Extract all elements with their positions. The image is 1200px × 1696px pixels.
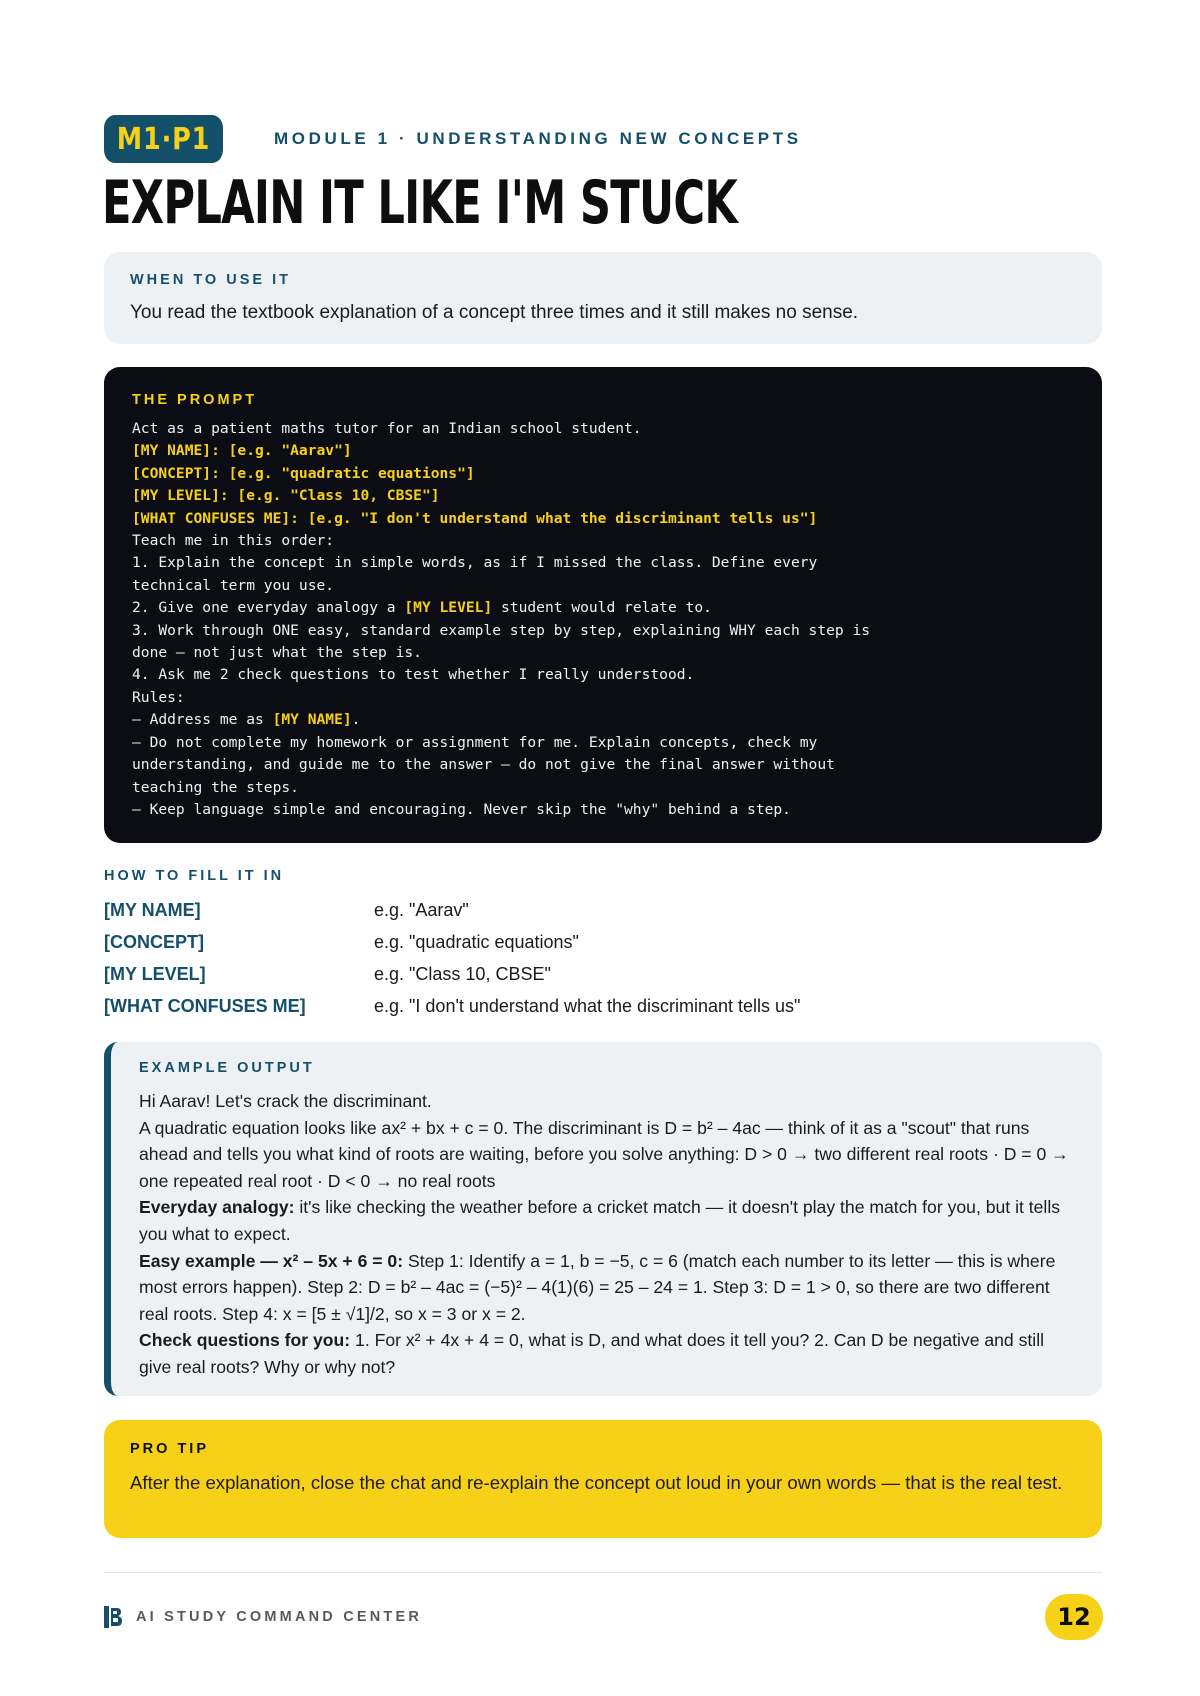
check-text: 1. For x² + 4x + 4 = 0, what is D, and what does it tell you? 2. Can D be negative and still give real roots? Why or why not? (139, 1330, 1045, 1377)
footer-label: AI STUDY COMMAND CENTER (136, 1609, 423, 1625)
prompt-text: 4. Ask me 2 check questions to test whether I really understood. (132, 666, 695, 684)
prompt-text: – Keep language simple and encouraging. Never skip the "why" behind a step. (132, 800, 791, 818)
prompt-line (132, 597, 1074, 619)
example-output-body (139, 1088, 1074, 1381)
prompt-line (132, 799, 1074, 821)
prompt-panel (104, 367, 1102, 843)
prompt-placeholder: [MY NAME] (272, 711, 352, 729)
prompt-text: 1. Explain the concept in simple words, as if I missed the class. Define every (132, 554, 818, 572)
when-to-use-panel (104, 252, 1102, 344)
example-greeting: Hi Aarav! Let's crack the discriminant. (139, 1091, 432, 1111)
analogy-text: it's like checking the weather before a cricket match — it doesn't play the match for you, but it tells you what to expect. (139, 1197, 1061, 1244)
fill-placeholder: [WHAT CONFUSES ME] (104, 995, 306, 1016)
when-to-use-label: WHEN TO USE IT (130, 272, 291, 288)
fill-row (104, 926, 1102, 958)
prompt-line (132, 463, 1074, 485)
prompt-text: Teach me in this order: (132, 532, 335, 550)
prompt-text: technical term you use. (132, 576, 335, 594)
page-header (104, 115, 802, 163)
prompt-text: – Address me as (132, 711, 273, 729)
prompt-line (132, 732, 1074, 754)
prompt-placeholder: [CONCEPT]: [e.g. "quadratic equations"] (132, 464, 475, 482)
prompt-line (132, 418, 1074, 440)
example-analogy (139, 1194, 1074, 1247)
check-label: Check questions for you: (139, 1330, 351, 1351)
fill-placeholder: [MY NAME] (104, 899, 201, 920)
footer-divider (104, 1572, 1102, 1573)
pro-tip-panel (104, 1420, 1102, 1538)
prompt-placeholder: [MY LEVEL]: [e.g. "Class 10, CBSE"] (132, 487, 440, 505)
prompt-text: 3. Work through ONE easy, standard example step by step, explaining WHY each step is (132, 621, 871, 639)
module-label: MODULE 1 · UNDERSTANDING NEW CONCEPTS (274, 129, 802, 148)
fill-example: e.g. "Aarav" (374, 899, 469, 920)
analogy-label: Everyday analogy: (139, 1197, 295, 1218)
fill-row (104, 958, 1102, 990)
prompt-text: – Do not complete my homework or assignment for me. Explain concepts, check my (132, 733, 818, 751)
prompt-text: 2. Give one everyday analogy a (132, 599, 405, 617)
prompt-placeholder: [WHAT CONFUSES ME]: [e.g. "I don't understand what the discriminant tells us"] (132, 509, 818, 527)
prompt-text: . (351, 711, 361, 729)
fill-placeholder: [MY LEVEL] (104, 963, 206, 984)
prompt-line (132, 664, 1074, 686)
prompt-code-block (132, 418, 1074, 821)
pro-tip-text: After the explanation, close the chat and re-explain the concept out loud in your own words — that is the real test. (130, 1472, 1063, 1493)
fill-example: e.g. "Class 10, CBSE" (374, 963, 551, 984)
prompt-line (132, 552, 1074, 574)
prompt-line (132, 620, 1074, 642)
prompt-line (132, 508, 1074, 530)
example-output-panel (104, 1042, 1102, 1396)
prompt-text: Rules: (132, 688, 185, 706)
worked-label: Easy example — x² – 5x + 6 = 0: (139, 1250, 404, 1271)
prompt-placeholder: [MY NAME]: [e.g. "Aarav"] (132, 442, 352, 460)
fill-example: e.g. "quadratic equations" (374, 931, 579, 952)
fill-row (104, 990, 1102, 1022)
prompt-line (132, 440, 1074, 462)
prompt-line (132, 754, 1074, 776)
page-title: EXPLAIN IT LIKE I'M STUCK (102, 168, 738, 238)
prompt-placeholder: [MY LEVEL] (404, 599, 493, 617)
prompt-line (132, 687, 1074, 709)
example-output-label: EXAMPLE OUTPUT (139, 1060, 315, 1076)
worked-text: Step 1: Identify a = 1, b = −5, c = 6 (match each number to its letter — this is where most errors happen). Step 2: D = b² – 4ac = (−5)² – 4(1)(6) = 25 – 24 = 1. Step 3: D = 1 > 0, so there are two different real roots. Step 4: x = [5 ± √1]/2, so x = 3 or x = 2. (139, 1250, 1056, 1324)
how-to-fill-label: HOW TO FILL IT IN (104, 868, 285, 884)
prompt-line (132, 485, 1074, 507)
how-to-fill-section (104, 868, 1102, 1022)
prompt-line (132, 642, 1074, 664)
module-badge: M1·P1 (104, 115, 223, 163)
prompt-text: understanding, and guide me to the answer – do not give the final answer without (132, 756, 835, 774)
prompt-text: student would relate to. (492, 599, 712, 617)
prompt-label: THE PROMPT (132, 392, 258, 408)
page-number: 12 (1045, 1594, 1103, 1640)
example-check (139, 1327, 1074, 1380)
prompt-text: done – not just what the step is. (132, 644, 422, 662)
prompt-line (132, 575, 1074, 597)
prompt-line (132, 709, 1074, 731)
book-logo-icon (104, 1606, 122, 1628)
prompt-line (132, 530, 1074, 552)
prompt-text: Act as a patient maths tutor for an Indian school student. (132, 420, 642, 437)
pro-tip-label: PRO TIP (130, 1441, 210, 1457)
example-worked (139, 1248, 1074, 1328)
footer (104, 1606, 422, 1628)
when-to-use-text: You read the textbook explanation of a concept three times and it still makes no sense. (130, 302, 859, 323)
example-intro: A quadratic equation looks like ax² + bx + c = 0. The discriminant is D = b² – 4ac — think of it as a "scout" that runs ahead and tells you what kind of roots are waiting, before you solve anything: D > 0 → two different real roots · D = 0 → one repeated real root · D < 0 → no real roots (139, 1117, 1069, 1191)
prompt-text: teaching the steps. (132, 778, 299, 796)
fill-placeholder: [CONCEPT] (104, 931, 204, 952)
fill-example: e.g. "I don't understand what the discriminant tells us" (374, 995, 801, 1016)
fill-row (104, 894, 1102, 926)
prompt-line (132, 777, 1074, 799)
